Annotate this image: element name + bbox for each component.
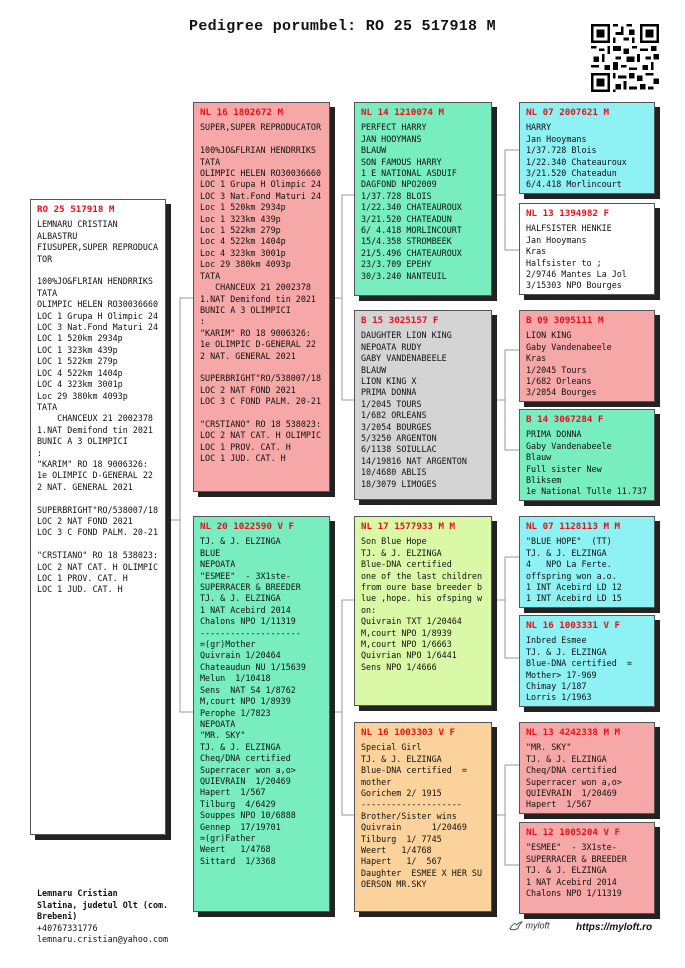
detail-line: LOC 1 Grupa H Olimpic 24 [37,310,159,321]
pigeon-card-sire-sire [354,102,492,296]
detail-line: Halfsister to ; [526,257,602,268]
detail-line: NEPOATA [200,559,236,570]
breeder-name: Lemnaru Cristian [37,888,118,898]
pigeon-card-dam [193,516,330,912]
detail-line: 1e National Tulle 11.737 [526,486,648,497]
detail-line: LOC 1 Grupa H Olimpic 24 [200,179,322,190]
detail-line: offspring won a.o. [526,570,617,581]
ring-number: NL 07 2007621 M [526,107,609,118]
myloft-logo [509,920,550,932]
detail-line: 1.NAT Demifond tin 2021 [37,424,153,435]
detail-line: 1 INT Acebird LD 12 [526,582,622,593]
detail-line: LOC 1 JUD. CAT. H [37,584,123,595]
detail-line: "MR. SKY" [526,742,572,753]
detail-line [37,493,159,504]
pigeon-details [520,838,654,899]
detail-line: PRIMA DONNA [526,429,582,440]
detail-line: TJ. & J. ELZINGA [526,547,607,558]
detail-line: 1 NAT Acebird 2014 [200,604,291,615]
detail-line: =(gr)Mother [200,639,256,650]
detail-line: 3/21.520 Chateadun [526,168,617,179]
detail-line: Loc 1 522km 279p [200,225,281,236]
ring-number: B 14 3067284 F [526,414,604,425]
pigeon-details [520,532,654,604]
detail-line: LOC 3 C FOND PALM. 20-21 [37,527,159,538]
detail-line: Jan Hooymans [526,234,587,245]
detail-line: 2 NAT. GENERAL 2021 [200,350,296,361]
detail-line: 1/22.340 Chateauroux [526,156,627,167]
pigeon-card-ssd [519,203,655,295]
detail-line: LOC 4 522km 1404p [37,367,123,378]
breeder-address-line2: Brebeni) [37,911,78,922]
detail-line: Quivrain 1/20464 [200,650,281,661]
ring-number: NL 13 4242338 M M [526,727,621,738]
detail-line: LOC 2 NAT FOND 2021 [37,515,133,526]
detail-line: Hapert 1/567 [526,799,592,810]
detail-line: "CRSTIANO" RO 18 538023: [37,550,159,561]
detail-line: BUNIC A 3 OLIMPICI [200,304,291,315]
detail-line: BLAUW [361,364,387,375]
detail-line: LOC 1 JUD. CAT. H [200,453,286,464]
pigeon-details [520,738,654,810]
detail-line: "BLUE HOPE" (TT) [526,536,612,547]
detail-line: LOC 2 NAT FOND 2021 [200,384,296,395]
detail-line: SUPER,SUPER REPRODUCATOR [200,122,322,133]
detail-line: Sittard 1/3368 [200,855,276,866]
detail-line: Sens NPO 1/4666 [361,661,437,672]
detail-line: NEPOATA RUDY [361,341,422,352]
breeder-address-line1: Slatina, judetul Olt (com. [37,899,169,910]
detail-line: Blue-DNA certified = [361,765,467,776]
detail-line: TJ. & J. ELZINGA [526,646,607,657]
detail-line: OLIMPIC HELEN RO30036660 [200,168,322,179]
detail-line: Quivrian NPO 1/6441 [361,650,457,661]
detail-line: Tilburg 4/6429 [200,798,276,809]
pigeon-card-dam-dam [354,722,492,912]
pigeon-details [355,532,491,673]
pigeon-card-main [30,199,166,835]
ring-number: NL 17 1577933 M M [361,521,456,532]
detail-line: 5/3250 ARGENTON [361,433,437,444]
detail-line: Mother> 17-969 [526,669,597,680]
breeder-contact [37,888,168,946]
detail-line: LOC 1 323km 439p [37,344,118,355]
detail-line: LOC 1 PROV. CAT. H [200,441,291,452]
detail-line: OERSON MR.SKY [361,879,427,890]
detail-line: Quivrain 1/20469 [361,822,467,833]
logo-text: myloft [525,920,550,931]
detail-line: mother [361,776,392,787]
detail-line: Blue-DNA certified [361,559,452,570]
detail-line: LOC 3 Nat.Fond Maturi 24 [37,322,159,333]
detail-line: Chateaudun NU 1/15639 [200,661,306,672]
detail-line: 1/682 ORLEANS [361,410,427,421]
pigeon-details [355,118,491,282]
detail-line: LOC 3 C FOND PALM. 20-21 [200,396,322,407]
detail-line: CHANCEUX 21 2002378 [37,413,153,424]
detail-line: LOC 3 Nat.Fond Maturi 24 [200,190,322,201]
detail-line: Cheq/DNA certified [200,753,291,764]
detail-line: 30/3.240 NANTEUIL [361,270,447,281]
detail-line: Sens NAT S4 1/8762 [200,684,296,695]
detail-line [200,362,323,373]
detail-line: "ESMEE" - 3X1ste- [200,570,291,581]
detail-line: 100%JO&FLRIAN HENDRRIKS [200,145,316,156]
ring-number: NL 16 1802672 M [200,107,283,118]
ring-number: NL 14 1210074 M [361,107,444,118]
pigeon-card-dds [519,722,655,814]
page-title: Pedigree porumbel: RO 25 517918 M [189,18,496,35]
detail-line: "CRSTIANO" RO 18 538023: [200,418,322,429]
detail-line: 10/4680 ABLIS [361,467,427,478]
detail-line: M,court NPO 1/8939 [200,696,291,707]
pigeon-details [520,219,654,291]
detail-line: GABY VANDENABEELE [361,353,447,364]
detail-line: 1 NAT Acebird 2014 [526,876,617,887]
detail-line: 18/3079 LIMOGES [361,478,437,489]
detail-line: LOC 1 PROV. CAT. H [37,573,128,583]
detail-line: Weert 1/4768 [361,845,432,856]
detail-line: TJ. & J. ELZINGA [361,753,442,764]
detail-line: HARRY [526,122,552,133]
detail-line: Hapert 1/ 567 [361,856,442,867]
detail-line: Chimay 1/187 [526,681,587,692]
detail-line: TATA [200,270,221,281]
detail-line: 1e OLIMPIC D-GENERAL 22 [200,339,316,350]
detail-line: Gorichem 2/ 1915 [361,788,442,799]
pigeon-details [355,738,491,890]
bird-icon [509,920,523,932]
pigeon-card-sds [519,310,655,402]
ring-number: NL 12 1005204 V F [526,827,621,838]
detail-line: Kras [526,353,547,364]
site-link[interactable]: https://myloft.ro [576,922,653,933]
ring-number: NL 20 1022590 V F [200,521,295,532]
detail-line: Souppes NPO 10/6888 [200,810,296,821]
detail-line: lue ,hope. his ofsping w [361,593,483,604]
detail-line: Quivrain TXT 1/20464 [361,616,462,627]
pigeon-details [355,326,491,490]
detail-line: Loc 1 323km 439p [200,213,281,224]
pigeon-details [194,532,329,867]
detail-line: BUNIC A 3 OLIMPICI [37,436,128,447]
detail-line [200,134,323,145]
pigeon-details [520,326,654,398]
detail-line [200,408,323,419]
detail-line: Loc 1 520km 2934p [200,202,286,213]
detail-line: one of the last children [361,570,483,581]
detail-line: 1/2045 Tours [526,364,587,375]
detail-line: Son Blue Hope [361,536,427,547]
detail-line: TATA [37,401,58,412]
detail-line: 1/682 Orleans [526,376,592,387]
detail-line: LOC 2 NAT CAT. H OLIMPIC [200,430,322,441]
detail-line: 2 NAT. GENERAL 2021 [37,481,133,492]
pigeon-card-dss [519,516,655,608]
detail-line: 15/4.358 STROMBEEK [361,236,452,247]
ring-number: NL 07 1128113 M M [526,521,621,532]
detail-line: 14/19816 NAT ARGENTON [361,455,467,466]
detail-line: CHANCEUX 21 2002378 [200,282,311,293]
detail-line: Perophe 1/7823 [200,707,271,718]
detail-line: TATA [37,287,58,298]
detail-line: TJ. & J. ELZINGA [200,536,281,547]
detail-line: Melun 1/10418 [200,673,271,684]
detail-line: 1 INT Acebird LD 15 [526,593,622,604]
detail-line: Blauw [526,452,552,463]
detail-line [37,539,159,550]
ring-number: NL 13 1394982 F [526,208,609,219]
detail-line: BLUE [200,547,221,558]
detail-line: Chalons NPO 1/11319 [200,616,296,627]
detail-line: Blue-DNA certified = [526,658,632,669]
detail-line: 1/22.340 CHATEAUROUX [361,202,462,213]
detail-line: JAN HOOYMANS [361,133,422,144]
detail-line: 1 E NATIONAL ASDUIF [361,168,457,179]
detail-line: 6/1138 SOIULLAC [361,444,437,455]
detail-line: TATA [200,156,221,167]
pigeon-details [520,425,654,497]
detail-line: from oure base breeder b [361,582,483,593]
breeder-email[interactable]: lemnaru.cristian@yahoo.com [37,934,169,945]
detail-line: Lorris 1/1963 [526,692,592,703]
pigeon-details [520,118,654,190]
detail-line: TJ. & J. ELZINGA [200,741,281,752]
detail-line: -------------------- [361,799,462,810]
detail-line: 3/21.520 CHATEADUN [361,213,452,224]
ring-number: NL 16 1003331 V F [526,620,621,631]
detail-line: Loc 4 522km 1404p [200,236,286,247]
detail-line: 1.NAT Demifond tin 2021 [200,293,316,304]
detail-line: Cheq/DNA certified [526,765,617,776]
detail-line: 1e OLIMPIC D-GENERAL 22 [37,470,153,481]
pigeon-card-ddd [519,822,655,914]
detail-line: Superracer won a,o> [200,764,296,775]
detail-line: "MR. SKY" [200,730,246,741]
detail-line: M,court NPO 1/8939 [361,627,452,638]
detail-line: NEPOATA [200,718,236,729]
detail-line: OLIMPIC HELEN RO30036660 [37,299,159,310]
detail-line: Gaby Vandenabeele [526,440,612,451]
detail-line: TJ. & J. ELZINGA [526,753,607,764]
ring-number: NL 16 1003303 V F [361,727,456,738]
detail-line: Kras [526,246,547,257]
pigeon-card-sss [519,102,655,194]
detail-line: Hapert 1/567 [200,787,266,798]
detail-line: SUPERRACER & BREEDER [200,582,301,593]
detail-line: Daughter ESMEE X HER SU [361,867,483,878]
detail-line: Gennep 17/19701 [200,821,281,832]
detail-line: DAUGHTER LION KING [361,330,452,341]
detail-line: "KARIM" RO 18 9006326: [37,458,148,469]
pigeon-card-dam-sire [354,516,492,706]
detail-line: LOC 4 323km 3001p [37,379,123,390]
detail-line: Loc 29 380km 4093p [200,259,291,270]
detail-line: LION KING [526,330,572,341]
detail-line: -------------------- [200,627,301,638]
detail-line: 4 NPO La Ferte. [526,559,612,570]
detail-line: SUPERRACER & BREEDER [526,853,627,864]
detail-line: LEMNARU CRISTIAN [37,219,118,230]
detail-line: SUPERBRIGHT"RO/538007/18 [37,504,159,515]
detail-line: Special Girl [361,742,422,753]
detail-line: TJ. & J. ELZINGA [200,593,281,604]
detail-line: on: [361,604,377,615]
pigeon-card-sire [193,102,330,492]
detail-line: Inbred Esmee [526,635,587,646]
detail-line: 6/4.418 Morlincourt [526,179,622,190]
detail-line: QUIEVRAIN 1/20469 [200,775,291,786]
detail-line: 23/3.709 EPEHY [361,259,432,270]
detail-line: 21/5.496 CHATEAUROUX [361,247,462,258]
detail-line: Tilburg 1/ 7745 [361,833,442,844]
detail-line: 3/2054 Bourges [526,387,597,398]
detail-line: SON FAMOUS HARRY [361,156,442,167]
detail-line: TJ. & J. ELZINGA [526,865,607,876]
detail-line: Gaby Vandenabeele [526,341,612,352]
detail-line: HALFSISTER HENKIE [526,223,612,234]
detail-line: 1/37.728 BLOIS [361,190,432,201]
detail-line: "KARIM" RO 18 9006326: [200,327,311,338]
breeder-phone: +40767331776 [37,922,98,933]
ring-number: B 15 3025157 F [361,315,439,326]
pigeon-details [31,215,165,595]
detail-line: Brother/Sister wins [361,810,457,821]
detail-line: 3/15303 NPO Bourges [526,280,622,291]
detail-line: 100%JO&FLRIAN HENDRRIKS [37,276,153,287]
detail-line: Full sister New [526,463,602,474]
detail-line [37,265,159,276]
detail-line: 3/2054 BOURGES [361,421,432,432]
detail-line: LOC 2 NAT CAT. H OLIMPIC [37,561,159,572]
detail-line: Weert 1/4768 [200,844,271,855]
detail-line: TJ. & J. ELZINGA [361,547,442,558]
detail-line: LION KING X [361,376,417,387]
detail-line: PRIMA DONNA [361,387,417,398]
detail-line: BLAUW [361,145,387,156]
detail-line: Chalons NPO 1/11319 [526,888,622,899]
detail-line: DAGFOND NPO2009 [361,179,437,190]
pigeon-card-sire-dam [354,310,492,500]
detail-line: 1/37.728 Blois [526,145,597,156]
detail-line: Jan Hooymans [526,133,587,144]
detail-line: : [200,316,206,327]
ring-number: RO 25 517918 M [37,204,115,215]
detail-line: : [37,447,43,458]
detail-line: Loc 4 323km 3001p [200,247,286,258]
detail-line: Loc 29 380km 4093p [37,390,128,401]
pigeon-card-sdd [519,409,655,501]
pigeon-card-dsd [519,615,655,707]
detail-line: =(gr)Father [200,832,256,843]
detail-line: LOC 1 520km 2934p [37,333,123,344]
detail-line: M,court NPO 1/6663 [361,639,452,650]
detail-line: "ESMEE" - 3X1ste- [526,842,617,853]
detail-line: Bliksem [526,475,562,486]
ring-number: B 09 3095111 M [526,315,604,326]
detail-line: 2/9746 Mantes La Jol [526,269,627,280]
detail-line: PERFECT HARRY [361,122,427,133]
detail-line: QUIEVRAIN 1/20469 [526,788,617,799]
detail-line: ALBASTRU [37,230,78,241]
detail-line: FIUSUPER,SUPER REPRODUCA [37,242,159,253]
pigeon-details [194,118,329,464]
detail-line: LOC 1 522km 279p [37,356,118,367]
detail-line: Superracer won a,o> [526,776,622,787]
detail-line: 1/2045 TOURS [361,398,422,409]
detail-line: SUPERBRIGHT"RO/538007/18 [200,373,322,384]
detail-line: TOR [37,253,53,264]
detail-line: 6/ 4.418 MORLINCOURT [361,225,462,236]
pigeon-details [520,631,654,703]
